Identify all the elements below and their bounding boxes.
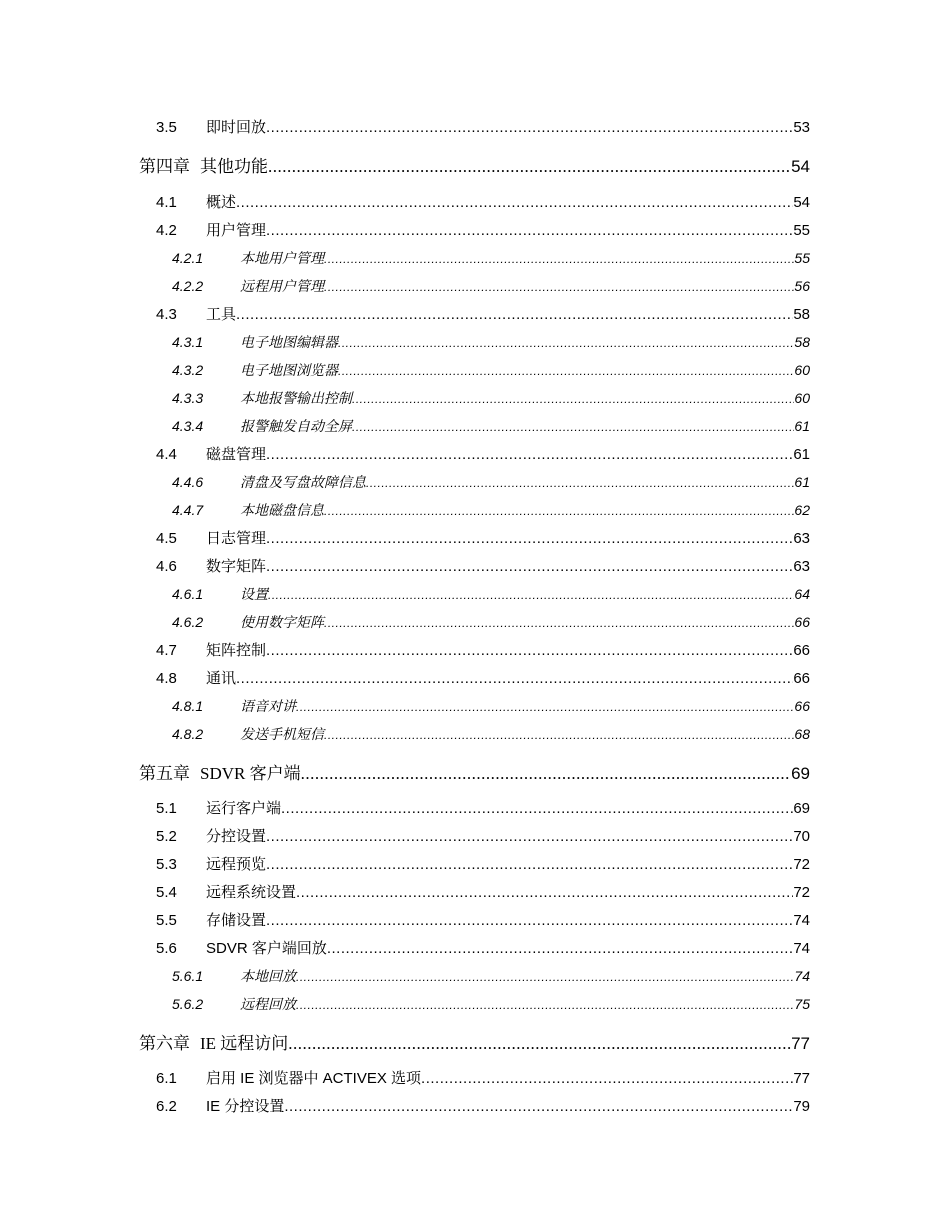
toc-entry-number: 4.3.3 xyxy=(172,390,204,406)
dot-leader xyxy=(266,558,793,575)
toc-entry-title: 本地磁盘信息 xyxy=(240,504,324,519)
toc-entry-4-3-1[interactable] xyxy=(172,332,810,352)
toc-entry-title: 磁盘管理 xyxy=(206,446,267,463)
toc-entry-page: 79 xyxy=(793,1098,810,1115)
dot-leader xyxy=(266,530,793,547)
toc-entry-page: 66 xyxy=(794,614,810,630)
toc-entry-page: 69 xyxy=(791,764,810,783)
toc-entry-number: 5.3 xyxy=(156,856,177,873)
dot-leader xyxy=(296,998,794,1012)
toc-entry-page: 62 xyxy=(794,502,810,518)
toc-entry-4-8[interactable] xyxy=(156,667,810,688)
toc-entry-page: 74 xyxy=(793,940,810,957)
toc-entry-6-1[interactable] xyxy=(156,1067,810,1088)
toc-entry-page: 61 xyxy=(794,418,810,434)
dot-leader xyxy=(338,364,794,378)
toc-entry-title: 运行客户端 xyxy=(206,800,282,817)
dot-leader xyxy=(324,252,794,266)
toc-entry-5-3[interactable] xyxy=(156,853,810,874)
toc-entry-number: 4.5 xyxy=(156,530,177,547)
toc-entry-4-7[interactable] xyxy=(156,639,810,660)
toc-entry-page: 66 xyxy=(793,670,810,687)
toc-entry-4-3-2[interactable] xyxy=(172,360,810,380)
toc-entry-page: 61 xyxy=(794,474,810,490)
dot-leader xyxy=(352,420,794,434)
toc-entry-4-2[interactable] xyxy=(156,219,810,240)
toc-entry-4-1[interactable] xyxy=(156,191,810,212)
toc-entry-number: 5.5 xyxy=(156,912,177,929)
dot-leader xyxy=(268,588,794,602)
toc-entry-number: 第六章 xyxy=(139,1034,190,1053)
toc-entry-4-5[interactable] xyxy=(156,527,810,548)
toc-entry-number: 4.7 xyxy=(156,642,177,659)
dot-leader xyxy=(266,912,793,929)
toc-entry-title: 远程用户管理 xyxy=(240,280,324,295)
toc-entry-number: 4.2 xyxy=(156,222,177,239)
toc-entry-number: 5.4 xyxy=(156,884,177,901)
toc-entry-number: 第四章 xyxy=(139,157,190,176)
toc-entry-page: 63 xyxy=(793,558,810,575)
toc-entry-title: 远程预览 xyxy=(206,856,267,873)
toc-entry-title: 即时回放 xyxy=(206,119,267,136)
toc-entry-title: 远程回放 xyxy=(240,998,296,1013)
toc-entry-page: 60 xyxy=(794,362,810,378)
toc-entry-page: 74 xyxy=(794,968,810,984)
toc-entry-4-6-1[interactable] xyxy=(172,584,810,604)
dot-leader xyxy=(266,222,793,239)
toc-entry-5-6-1[interactable] xyxy=(172,966,810,986)
toc-entry-number: 6.2 xyxy=(156,1098,177,1115)
toc-entry-title: SDVR 客户端 xyxy=(200,764,301,783)
toc-entry-4-6[interactable] xyxy=(156,555,810,576)
dot-leader xyxy=(352,392,794,406)
toc-entry-page: 70 xyxy=(793,828,810,845)
toc-entry-page: 60 xyxy=(794,390,810,406)
dot-leader xyxy=(266,446,793,463)
toc-entry-page: 58 xyxy=(793,306,810,323)
dot-leader xyxy=(296,970,794,984)
dot-leader xyxy=(324,504,794,518)
toc-entry-page: 69 xyxy=(793,800,810,817)
toc-entry-number: 4.3.1 xyxy=(172,334,204,350)
dot-leader xyxy=(327,940,793,957)
toc-entry-number: 4.3.4 xyxy=(172,418,204,434)
toc-entry-title: 电子地图浏览器 xyxy=(240,364,338,379)
toc-entry-title: 数字矩阵 xyxy=(206,558,267,575)
toc-entry-title: 远程系统设置 xyxy=(206,884,297,901)
toc-entry-title: 日志管理 xyxy=(206,530,267,547)
toc-entry-title: 其他功能 xyxy=(200,157,268,176)
dot-leader xyxy=(268,157,791,177)
toc-entry-number: 5.6 xyxy=(156,940,177,957)
toc-entry-number: 4.4.7 xyxy=(172,502,204,518)
toc-entry-number: 4.3.2 xyxy=(172,362,204,378)
dot-leader xyxy=(266,828,793,845)
toc-entry-title: SDVR 客户端回放 xyxy=(206,940,327,957)
toc-entry-number: 4.4 xyxy=(156,446,177,463)
toc-entry-title: 分控设置 xyxy=(206,828,267,845)
toc-entry-title: IE 远程访问 xyxy=(200,1034,289,1053)
toc-entry-title: 报警触发自动全屏 xyxy=(240,420,352,435)
toc-entry-title: 语音对讲 xyxy=(240,700,296,715)
dot-leader xyxy=(296,884,793,901)
toc-entry-number: 4.3 xyxy=(156,306,177,323)
toc-entry-3-5[interactable] xyxy=(156,116,810,137)
toc-entry-page: 61 xyxy=(793,446,810,463)
toc-entry-number: 第五章 xyxy=(139,764,190,783)
dot-leader xyxy=(324,728,794,742)
toc-entry-page: 63 xyxy=(793,530,810,547)
dot-leader xyxy=(266,119,793,136)
toc-entry-number: 4.2.2 xyxy=(172,278,204,294)
dot-leader xyxy=(296,700,794,714)
dot-leader xyxy=(324,280,794,294)
dot-leader xyxy=(421,1070,793,1087)
toc-chapter-6[interactable] xyxy=(139,1029,810,1054)
toc-entry-number: 6.1 xyxy=(156,1070,177,1087)
dot-leader xyxy=(284,1098,793,1115)
dot-leader xyxy=(324,616,794,630)
toc-entry-title: 用户管理 xyxy=(206,222,267,239)
toc-entry-number: 4.8 xyxy=(156,670,177,687)
toc-entry-number: 5.2 xyxy=(156,828,177,845)
toc-entry-5-2[interactable] xyxy=(156,825,810,846)
toc-entry-4-8-1[interactable] xyxy=(172,696,810,716)
dot-leader xyxy=(366,476,794,490)
toc-entry-title: 工具 xyxy=(206,306,237,323)
toc-entry-title: 存储设置 xyxy=(206,912,267,929)
toc-entry-page: 68 xyxy=(794,726,810,742)
toc-entry-4-8-2[interactable] xyxy=(172,724,810,744)
dot-leader xyxy=(266,642,793,659)
toc-entry-5-4[interactable] xyxy=(156,881,810,902)
toc-entry-4-3-3[interactable] xyxy=(172,388,810,408)
toc-entry-4-2-1[interactable] xyxy=(172,248,810,268)
toc-entry-title: 使用数字矩阵 xyxy=(240,616,324,631)
toc-entry-4-4[interactable] xyxy=(156,443,810,464)
toc-entry-page: 75 xyxy=(794,996,810,1012)
toc-entry-4-4-7[interactable] xyxy=(172,500,810,520)
toc-entry-page: 74 xyxy=(793,912,810,929)
toc-entry-page: 54 xyxy=(791,157,810,176)
toc-entry-number: 4.2.1 xyxy=(172,250,204,266)
toc-entry-page: 72 xyxy=(793,856,810,873)
toc-entry-number: 4.6 xyxy=(156,558,177,575)
toc-entry-number: 4.6.2 xyxy=(172,614,204,630)
toc-entry-title: 设置 xyxy=(240,588,268,603)
toc-entry-page: 55 xyxy=(794,250,810,266)
dot-leader xyxy=(338,336,794,350)
toc-entry-4-2-2[interactable] xyxy=(172,276,810,296)
toc-entry-number: 5.6.2 xyxy=(172,996,204,1012)
toc-entry-number: 4.6.1 xyxy=(172,586,204,602)
toc-entry-number: 4.1 xyxy=(156,194,177,211)
toc-entry-page: 66 xyxy=(793,642,810,659)
toc-entry-4-3-4[interactable] xyxy=(172,416,810,436)
dot-leader xyxy=(236,194,793,211)
dot-leader xyxy=(288,1034,791,1054)
toc-entry-title: IE 分控设置 xyxy=(206,1098,285,1115)
toc-entry-page: 58 xyxy=(794,334,810,350)
toc-entry-page: 55 xyxy=(793,222,810,239)
dot-leader xyxy=(301,764,791,784)
toc-entry-4-4-6[interactable] xyxy=(172,472,810,492)
toc-entry-page: 77 xyxy=(791,1034,810,1053)
toc-entry-number: 4.8.1 xyxy=(172,698,204,714)
toc-entry-page: 53 xyxy=(793,119,810,136)
toc-entry-title: 启用 IE 浏览器中 ACTIVEX 选项 xyxy=(206,1070,422,1087)
toc-entry-number: 3.5 xyxy=(156,119,177,136)
toc-entry-number: 5.6.1 xyxy=(172,968,204,984)
dot-leader xyxy=(281,800,793,817)
toc-entry-5-6-2[interactable] xyxy=(172,994,810,1014)
toc-entry-number: 4.8.2 xyxy=(172,726,204,742)
toc-entry-page: 64 xyxy=(794,586,810,602)
toc-entry-4-6-2[interactable] xyxy=(172,612,810,632)
toc-entry-page: 77 xyxy=(793,1070,810,1087)
toc-entry-number: 4.4.6 xyxy=(172,474,204,490)
toc-entry-number: 5.1 xyxy=(156,800,177,817)
toc-chapter-4[interactable] xyxy=(139,152,810,177)
toc-entry-title: 电子地图编辑器 xyxy=(240,336,338,351)
dot-leader xyxy=(236,306,793,323)
dot-leader xyxy=(236,670,793,687)
toc-entry-page: 54 xyxy=(793,194,810,211)
toc-entry-4-3[interactable] xyxy=(156,303,810,324)
toc-entry-page: 72 xyxy=(793,884,810,901)
toc-entry-title: 本地回放 xyxy=(240,970,296,985)
toc-entry-title: 本地用户管理 xyxy=(240,252,324,267)
toc-entry-5-1[interactable] xyxy=(156,797,810,818)
toc-entry-title: 清盘及写盘故障信息 xyxy=(240,476,366,491)
dot-leader xyxy=(266,856,793,873)
toc-entry-title: 发送手机短信 xyxy=(240,728,324,743)
toc-entry-title: 概述 xyxy=(206,194,237,211)
toc-entry-page: 56 xyxy=(794,278,810,294)
toc-entry-title: 通讯 xyxy=(206,670,237,687)
toc-entry-page: 66 xyxy=(794,698,810,714)
toc-chapter-5[interactable] xyxy=(139,759,810,784)
toc-entry-title: 本地报警输出控制 xyxy=(240,392,352,407)
toc-entry-6-2[interactable] xyxy=(156,1095,810,1116)
toc-entry-5-6[interactable] xyxy=(156,937,810,958)
toc-entry-5-5[interactable] xyxy=(156,909,810,930)
toc-entry-title: 矩阵控制 xyxy=(206,642,267,659)
